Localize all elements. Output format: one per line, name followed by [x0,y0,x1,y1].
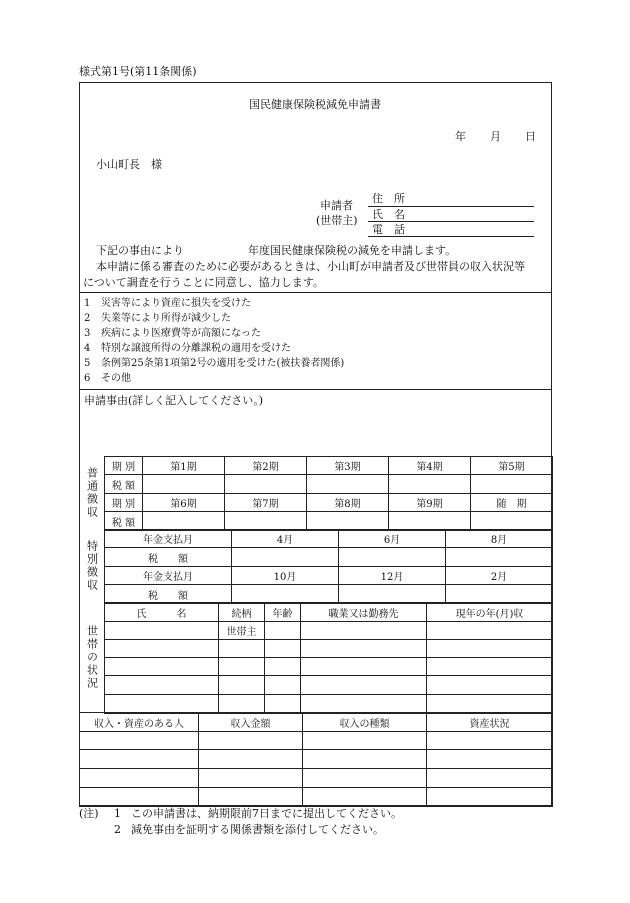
reason-text[interactable]: 災害等により資産に損失を受けた [101,298,251,309]
tax-amount-cell[interactable] [389,475,471,494]
household-cell[interactable] [301,676,427,695]
income-cell[interactable] [80,788,199,807]
reason-no: 2 [84,313,91,324]
month-cell: 10月 [232,567,339,585]
period-label: 期 別 [105,494,143,512]
tax-amount-cell[interactable] [389,512,471,531]
period-cell: 第2期 [225,457,307,475]
period-label: 期 別 [105,457,143,475]
date-year: 年 [455,130,466,143]
month-cell: 8月 [446,530,553,548]
income-cell[interactable] [199,732,303,750]
income-header: 資産状況 [427,713,553,732]
ordinary-collection-table [104,456,553,531]
period-cell: 第5期 [471,457,553,475]
special-collection-label: 特別徴収 [85,540,99,592]
income-cell[interactable] [427,732,553,750]
name-line[interactable] [368,221,534,222]
form-number: 様式第1号(第11条関係) [79,65,197,78]
applicant-label: 申請者 [320,199,353,212]
income-assets-table [79,712,553,807]
household-cell[interactable] [301,658,427,676]
period-cell: 第1期 [143,457,225,475]
tax-amount-cell[interactable] [446,548,553,567]
period-cell: 第6期 [143,494,225,512]
form-title: 国民健康保険税減免申請書 [249,98,381,111]
income-header: 収入金額 [199,713,303,732]
reason-no: 3 [84,328,91,339]
pension-month-label: 年金支払月 [105,567,232,585]
income-cell[interactable] [199,750,303,769]
period-cell: 随 期 [471,494,553,512]
period-cell: 第4期 [389,457,471,475]
tax-amount-cell[interactable] [471,512,553,531]
household-cell[interactable] [265,676,301,695]
income-cell[interactable] [80,732,199,750]
statement-line1-b: 年度国民健康保険税の減免を申請します。 [248,244,457,257]
income-cell[interactable] [303,732,427,750]
income-cell[interactable] [199,769,303,788]
tax-amount-cell[interactable] [307,475,389,494]
reason-no: 6 [84,373,91,384]
tax-label: 税 額 [105,585,232,604]
income-cell[interactable] [427,750,553,769]
household-cell[interactable] [105,658,219,676]
note-text: この申請書は、納期限前7日までに提出してください。 [131,807,402,820]
tax-amount-cell[interactable] [232,585,339,604]
tax-amount-cell[interactable] [232,548,339,567]
tax-amount-cell[interactable] [339,548,446,567]
tax-amount-cell[interactable] [339,585,446,604]
statement-line2: 本申請に係る審査のために必要があるときは、小山町が申請者及び世帯員の収入状況等 [96,260,525,273]
note-no: 1 [114,807,121,820]
reason-text[interactable]: 条例第25条第1項第2号の適用を受けた(被扶養者関係) [101,358,345,369]
household-cell[interactable] [219,676,265,695]
household-cell[interactable] [219,658,265,676]
income-cell[interactable] [303,769,427,788]
income-cell[interactable] [80,750,199,769]
applicant-household-head-label: (世帯主) [316,214,358,227]
income-cell[interactable] [303,788,427,807]
month-cell: 2月 [446,567,553,585]
phone-line[interactable] [368,236,534,237]
household-cell[interactable] [265,658,301,676]
statement-line3: について調査を行うことに同意し、協力します。 [83,276,324,289]
household-table [104,602,553,714]
household-cell[interactable] [427,695,553,714]
household-cell[interactable] [105,622,219,640]
note-no: 2 [114,823,121,836]
reason-no: 4 [84,343,91,354]
month-cell: 6月 [339,530,446,548]
tax-label: 税 額 [105,512,143,531]
household-header: 職業又は勤務先 [301,603,427,622]
household-cell[interactable] [301,695,427,714]
tax-amount-cell[interactable] [307,512,389,531]
tax-amount-cell[interactable] [471,475,553,494]
reason-text[interactable]: 失業等により所得が減少した [101,313,231,324]
household-cell[interactable] [301,640,427,658]
household-cell[interactable] [219,640,265,658]
income-cell[interactable] [427,769,553,788]
household-cell[interactable] [427,658,553,676]
household-cell[interactable] [105,695,219,714]
tax-amount-cell[interactable] [225,475,307,494]
household-cell[interactable] [265,640,301,658]
household-cell[interactable] [265,695,301,714]
household-cell[interactable] [427,676,553,695]
household-relation-cell: 世帯主 [219,622,265,640]
tax-amount-cell[interactable] [446,585,553,604]
addressee: 小山町長 様 [96,158,162,171]
reason-text[interactable]: その他 [101,373,131,384]
income-cell[interactable] [303,750,427,769]
household-header: 氏 名 [105,603,219,622]
income-cell[interactable] [80,769,199,788]
period-cell: 第9期 [389,494,471,512]
reason-text[interactable]: 疾病により医療費等が高額になった [101,328,261,339]
income-header: 収入・資産のある人 [80,713,199,732]
date-day: 日 [525,130,536,143]
reason-no: 5 [84,358,91,369]
income-cell[interactable] [427,788,553,807]
ordinary-collection-label: 普通徴収 [85,467,99,519]
period-cell: 第7期 [225,494,307,512]
address-label: 住 所 [372,192,405,205]
household-status-label: 世帯の状況 [85,625,99,690]
tax-amount-cell[interactable] [225,512,307,531]
income-header: 収入の種類 [303,713,427,732]
reason-text[interactable]: 特別な譲渡所得の分離課税の適用を受けた [101,343,291,354]
period-cell: 第8期 [307,494,389,512]
income-cell[interactable] [199,788,303,807]
tax-amount-cell[interactable] [143,475,225,494]
date-month: 月 [490,130,501,143]
household-header: 続柄 [219,603,265,622]
reason-detail-label: 申請事由(詳しく記入してください。) [84,394,264,407]
household-cell[interactable] [301,622,427,640]
household-cell[interactable] [219,695,265,714]
note-text: 減免事由を証明する関係書類を添付してください。 [131,823,384,836]
special-collection-table [104,529,553,604]
notes-prefix: (注) [79,807,99,820]
reason-no: 1 [84,298,91,309]
household-cell[interactable] [265,622,301,640]
household-cell[interactable] [105,640,219,658]
tax-label: 税 額 [105,548,232,567]
tax-amount-cell[interactable] [143,512,225,531]
phone-label: 電 話 [372,223,405,236]
household-header: 現年の年(月)収 [427,603,553,622]
household-cell[interactable] [427,622,553,640]
household-header: 年齢 [265,603,301,622]
month-cell: 12月 [339,567,446,585]
name-label: 氏 名 [372,208,405,221]
household-cell[interactable] [427,640,553,658]
household-cell[interactable] [105,676,219,695]
month-cell: 4月 [232,530,339,548]
pension-month-label: 年金支払月 [105,530,232,548]
tax-label: 税 額 [105,475,143,494]
address-line[interactable] [368,206,534,207]
period-cell: 第3期 [307,457,389,475]
statement-line1-a: 下記の事由により [96,244,184,257]
reason-detail-field[interactable] [84,410,546,454]
